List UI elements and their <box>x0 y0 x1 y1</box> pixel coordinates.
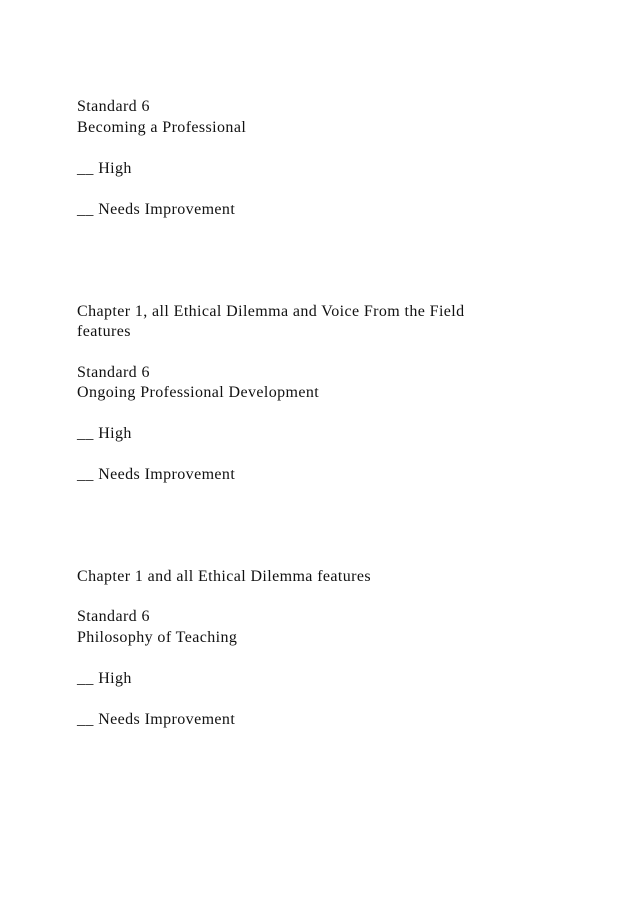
section-2-reference-line-1: Chapter 1, all Ethical Dilemma and Voice From the Field <box>77 303 465 320</box>
section-3-standard: Standard 6 <box>77 608 150 625</box>
section-1-title: Becoming a Professional <box>77 119 247 136</box>
section-2-reference-line-2: features <box>77 323 131 340</box>
section-3-title: Philosophy of Teaching <box>77 629 238 646</box>
section-3-high-rating: __ High <box>77 670 132 687</box>
section-1-needs-improvement-rating: __ Needs Improvement <box>77 201 236 218</box>
section-1-high-rating: __ High <box>77 160 132 177</box>
section-2-standard: Standard 6 <box>77 364 150 381</box>
section-2-needs-improvement-rating: __ Needs Improvement <box>77 466 236 483</box>
section-2-high-rating: __ High <box>77 425 132 442</box>
section-3-reference-line-1: Chapter 1 and all Ethical Dilemma features <box>77 568 372 585</box>
section-2-title: Ongoing Professional Development <box>77 384 320 401</box>
section-1-standard: Standard 6 <box>77 98 150 115</box>
section-3-needs-improvement-rating: __ Needs Improvement <box>77 711 236 728</box>
